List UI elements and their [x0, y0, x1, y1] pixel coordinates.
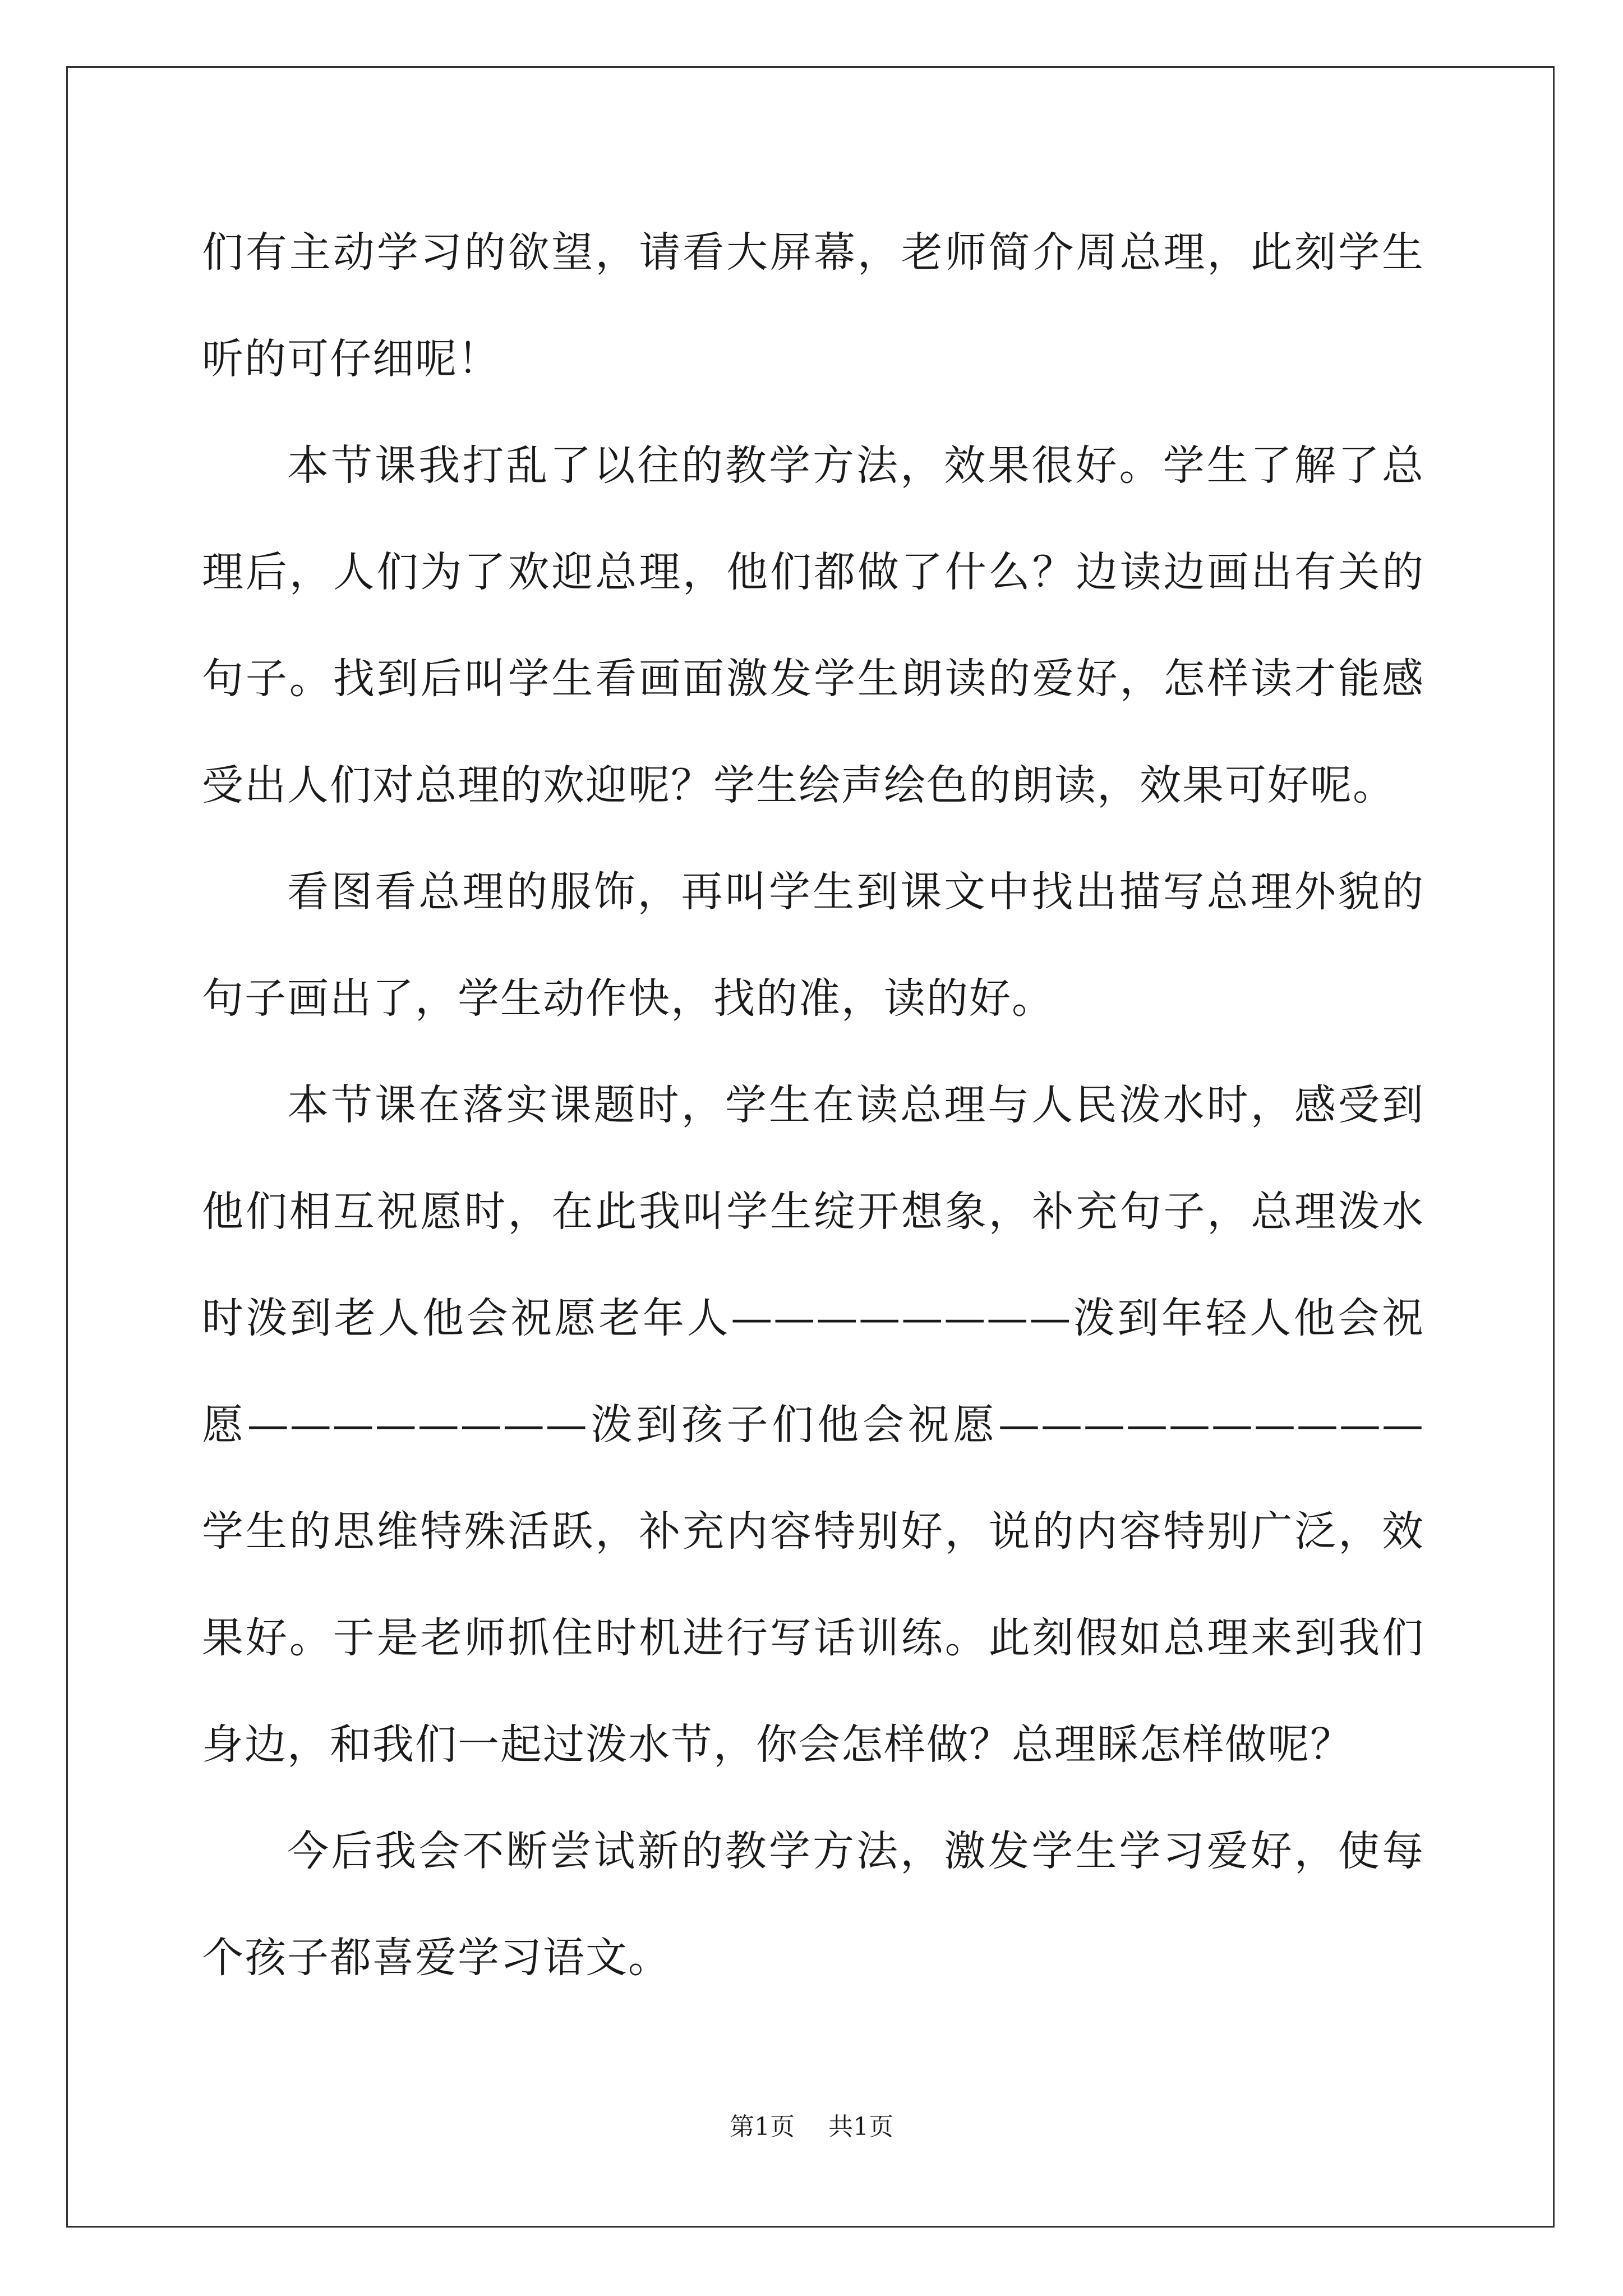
paragraph-2: 本节课我打乱了以往的教学方法，效果很好。学生了解了总理后，人们为了欢迎总理，他们都做了什么？边读边画出有关的句子。找到后叫学生看画面激发学生朗读的爱好，怎样读才能感受出人们对总理的欢迎呢？学生绘声绘色的朗读，效果可好呢。: [202, 441, 1424, 809]
page-footer: [0, 2110, 1623, 2144]
paragraph-4: 本节课在落实课题时，学生在读总理与人民泼水时，感受到他们相互祝愿时，在此我叫学生绽开想象，补充句子，总理泼水时泼到老人他会祝愿老年人————————泼到年轻人他会祝愿————————泼到孩子们他会祝愿——————————学生的思维特殊活跃，补充内容特别好，说的内容特别广泛，效果好。于是老师抓住时机进行写话训练。此刻假如总理来到我们身边，和我们一起过泼水节，你会怎样做？总理睬怎样做呢？: [202, 1081, 1424, 1769]
page-number: 第1页: [730, 2113, 795, 2141]
paragraph-3: 看图看总理的服饰，再叫学生到课文中找出描写总理外貌的句子画出了，学生动作快，找的准，读的好。: [202, 868, 1424, 1023]
document-body: [202, 199, 1424, 2011]
paragraph-1: 们有主动学习的欲望，请看大屏幕，老师简介周总理，此刻学生听的可仔细呢！: [202, 228, 1424, 383]
paragraph-5: 今后我会不断尝试新的教学方法，激发学生学习爱好，使每个孩子都喜爱学习语文。: [202, 1827, 1424, 1982]
page-total: 共1页: [828, 2113, 893, 2141]
